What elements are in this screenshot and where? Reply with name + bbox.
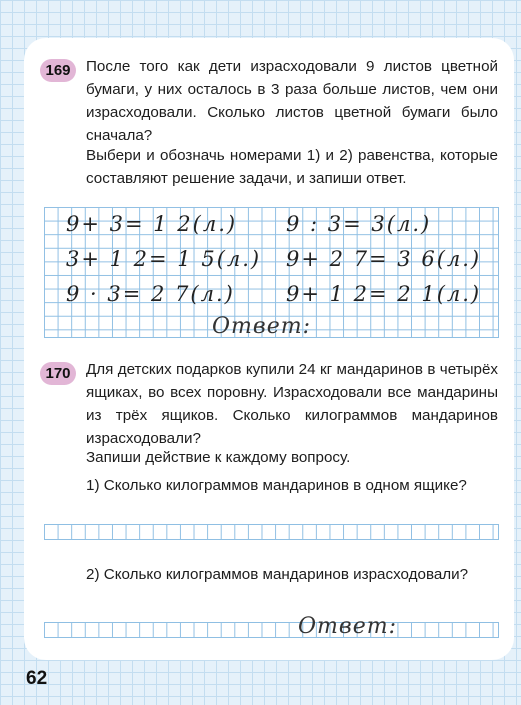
- equation-left-1: 9+ 3= 1 2(л.): [66, 212, 238, 236]
- question-1: 1) Сколько килограммов мандаринов в одном ящике?: [86, 477, 467, 494]
- answer-strip-1[interactable]: [44, 524, 499, 540]
- equation-right-2: 9+ 2 7= 3 6(л.): [286, 247, 482, 271]
- equation-left-2: 3+ 1 2= 1 5(л.): [66, 247, 262, 271]
- answer-strip-2[interactable]: [44, 622, 499, 638]
- problem-170-instruction: Запиши действие к каждому вопросу.: [86, 449, 351, 466]
- answer-label-169: Ответ:: [212, 314, 311, 339]
- equation-left-3: 9 · 3= 2 7(л.): [66, 282, 235, 306]
- equation-right-1: 9 : 3= 3(л.): [286, 212, 432, 236]
- problem-169-text: После того как дети израсходовали 9 листов цветной бумаги, у них осталось в 3 раза больше листов, чем они израсходовали. Сколько листов цветной бумаги было сначала?: [86, 58, 498, 144]
- problem-170-text: Для детских подарков купили 24 кг мандаринов в четырёх ящиках, во всех поровну. Израсходовали все мандарины из трёх ящиков. Сколько килограммов мандаринов израсходовали?: [86, 361, 498, 447]
- problem-number-badge-169: 169: [40, 59, 76, 82]
- answer-label-170: Ответ:: [298, 614, 397, 639]
- page-number: 62: [26, 668, 48, 689]
- problem-169-instruction: Выбери и обозначь номерами 1) и 2) равенства, которые составляют решение задачи, и запиши ответ.: [86, 147, 498, 187]
- problem-number-badge-170: 170: [40, 362, 76, 385]
- question-2: 2) Сколько килограммов мандаринов израсходовали?: [86, 566, 469, 583]
- equation-right-3: 9+ 1 2= 2 1(л.): [286, 282, 482, 306]
